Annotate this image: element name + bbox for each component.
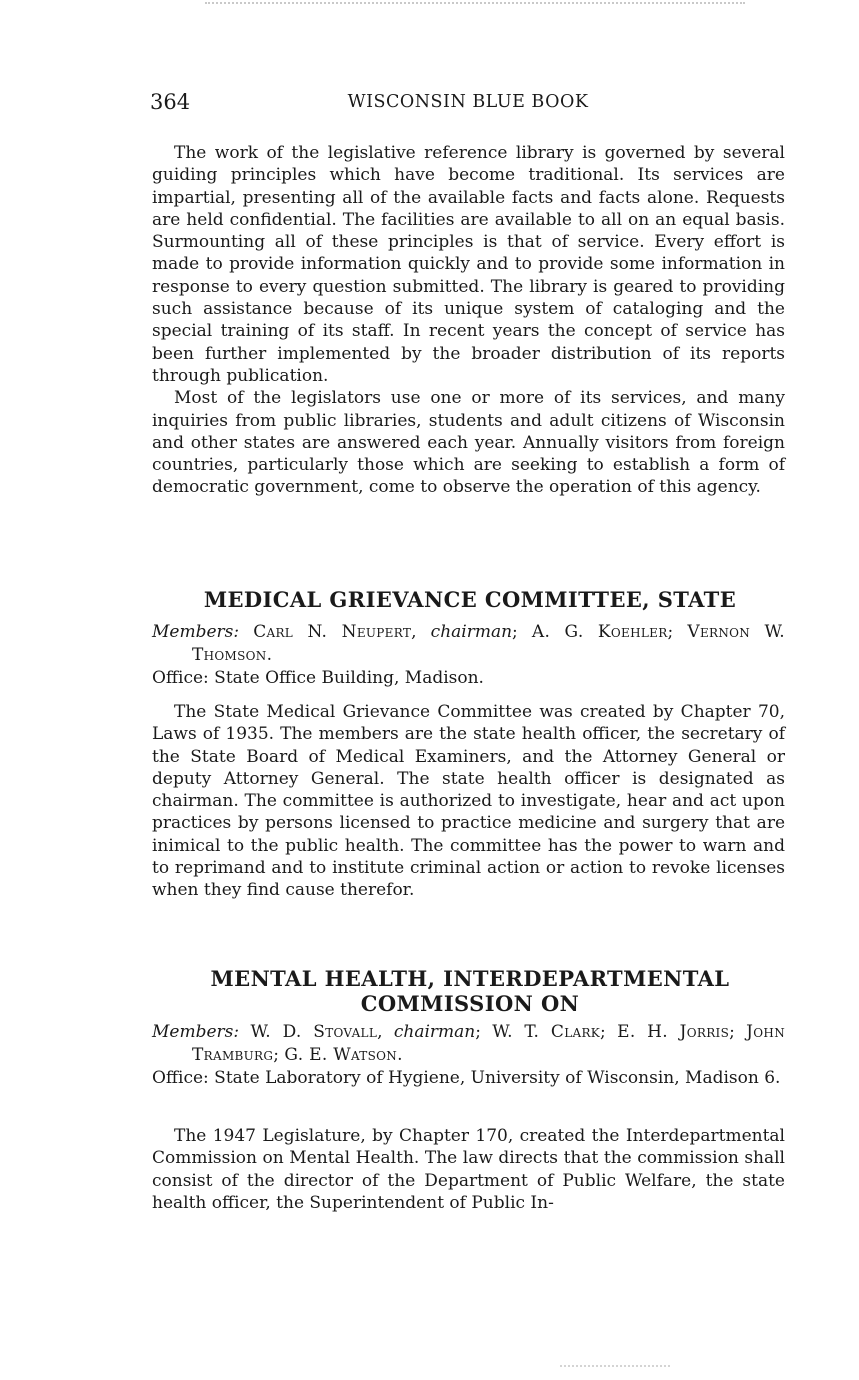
mental-health-description [152, 1125, 785, 1214]
member-role: chairman [393, 1022, 476, 1042]
member-role: chairman [430, 622, 513, 642]
medical-members-line: Members: Carl N. Neupert, chairman; A. G. Koehler; Vernon W. Thomson. [152, 622, 785, 665]
members-label: Members: [152, 1022, 240, 1042]
member-name: John Tramburg [192, 1022, 785, 1065]
medical-committee-description [152, 701, 785, 902]
top-edge-rule [205, 2, 745, 4]
office-label: Office: [152, 668, 209, 688]
member-name: E. H. Jorris [617, 1022, 730, 1042]
office-address: State Laboratory of Hygiene, University of Wisconsin, Madison 6. [214, 1068, 781, 1088]
member-name: W. D. Stovall [250, 1022, 378, 1042]
running-title: WISCONSIN BLUE BOOK [347, 92, 589, 112]
medical-office-line [152, 667, 785, 690]
intro-section [152, 142, 785, 499]
intro-paragraph-1: The work of the legislative reference library is governed by several guiding principles which have become traditional. Its services are impartial, presenting all of the available facts and facts alone. Requests are held confidential. The facilities are available to all on an equal basis. Surmounting all of these principles is that of service. Every effort is made to provide information quickly and to provide some information in response to every question submitted. The library is geared to providing such assistance because of its unique system of cataloging and the special training of its staff. In recent years the concept of service has been further implemented by the broader distribution of its reports through publication. [152, 143, 785, 386]
mental-health-info [152, 1021, 785, 1090]
mental-health-title-line-1: MENTAL HEALTH, INTERDEPARTMENTAL [210, 966, 730, 991]
page-header [150, 90, 786, 120]
members-label: Members: [152, 622, 240, 642]
member-name: W. T. Clark [492, 1022, 601, 1042]
mental-members-line: Members: W. D. Stovall, chairman; W. T. Clark; E. H. Jorris; John Tramburg; G. E. Watson. [152, 1022, 785, 1065]
mental-health-heading [150, 966, 790, 1016]
office-label: Office: [152, 1068, 209, 1088]
page-number: 364 [150, 90, 191, 114]
medical-committee-heading: MEDICAL GRIEVANCE COMMITTEE, STATE [203, 587, 737, 612]
mental-office-line [152, 1067, 785, 1090]
medical-paragraph: The State Medical Grievance Committee was created by Chapter 70, Laws of 1935. The members are the state health officer, the secretary of the State Board of Medical Examiners, and the Attorney General or deputy Attorney General. The state health officer is designated as chairman. The committee is authorized to investigate, hear and act upon practices by persons licensed to practice medicine and surgery that are inimical to the public health. The committee has the power to warn and to reprimand and to institute criminal action or action to revoke licenses when they find cause therefor. [152, 702, 785, 901]
member-name: Vernon W. Thomson [192, 622, 785, 665]
intro-paragraph-2: Most of the legislators use one or more of its services, and many inquiries from public libraries, students and adult citizens of Wisconsin and other states are answered each year. Annually visitors from foreign countries, particularly those which are seeking to establish a form of democratic government, come to observe the operation of this agency. [152, 388, 785, 498]
mental-health-title-line-2: COMMISSION ON [360, 991, 580, 1016]
office-address: State Office Building, Madison. [214, 668, 484, 688]
mental-paragraph: The 1947 Legislature, by Chapter 170, created the Interdepartmental Commission on Mental Health. The law directs that the commission shall consist of the director of the Department of Public Welfare, the state health officer, the Superintendent of Public In- [152, 1126, 785, 1213]
member-name: G. E. Watson [284, 1045, 398, 1065]
medical-committee-info [152, 621, 785, 690]
member-name: Carl N. Neupert [253, 622, 412, 642]
bottom-edge-rule [560, 1365, 670, 1367]
member-name: A. G. Koehler [531, 622, 668, 642]
